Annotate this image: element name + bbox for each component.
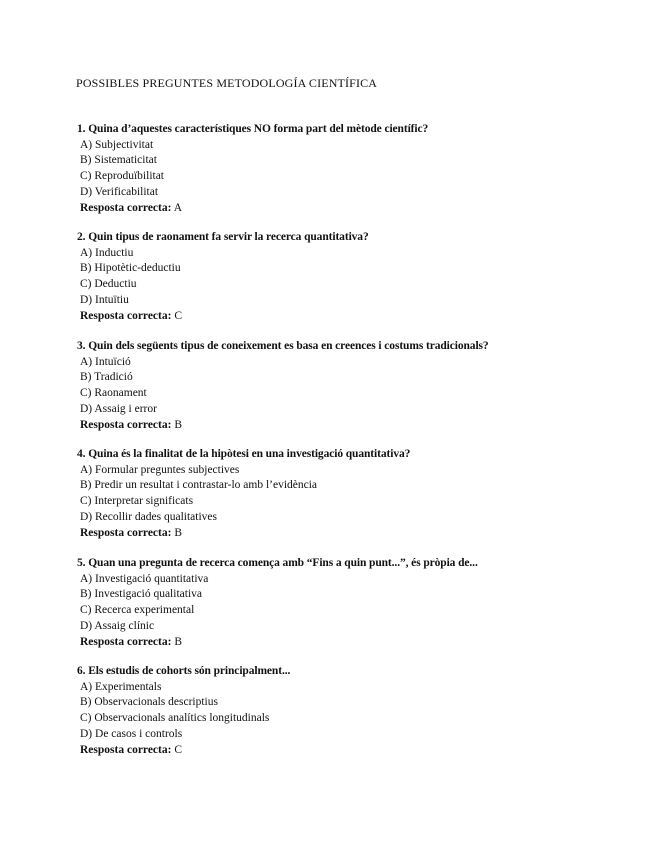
document-title: POSSIBLES PREGUNTES METODOLOGÍA CIENTÍFICA: [76, 76, 378, 90]
answer-value: C: [174, 309, 182, 322]
option-b: B) Investigació qualitativa: [80, 588, 202, 601]
answer-value: A: [173, 201, 182, 214]
option-d: D) De casos i controls: [80, 727, 183, 740]
option-a: A) Intuïció: [80, 355, 131, 368]
question-block: [77, 664, 637, 758]
answer-label: Resposta correcta:: [80, 743, 172, 756]
option-c: C) Recerca experimental: [80, 604, 195, 617]
option-d: D) Intuïtiu: [80, 293, 129, 306]
correct-answer: [77, 309, 637, 325]
option-a: A) Formular preguntes subjectives: [80, 463, 240, 476]
option-b: B) Sistematicitat: [80, 154, 157, 167]
option-d: D) Assaig i error: [80, 402, 157, 415]
option-b: B) Hipotètic-deductiu: [80, 262, 181, 275]
correct-answer: [77, 526, 637, 542]
question-text: 5. Quan una pregunta de recerca comença amb “Fins a quin punt...”, és pròpia de...: [77, 557, 478, 569]
option-a: A) Experimentals: [80, 680, 162, 693]
question-text: 6. Els estudis de cohorts són principalment...: [77, 665, 291, 677]
option-b: B) Observacionals descriptius: [80, 696, 218, 709]
question-text: 2. Quin tipus de raonament fa servir la recerca quantitativa?: [77, 231, 369, 243]
question-block: [77, 122, 637, 216]
correct-answer: [77, 418, 637, 434]
answer-value: B: [174, 418, 182, 431]
answer-label: Resposta correcta:: [80, 526, 172, 539]
option-c: C) Deductiu: [80, 278, 137, 291]
question-text: 1. Quina d’aquestes característiques NO forma part del mètode científic?: [77, 123, 429, 135]
option-c: C) Reproduïbilitat: [80, 170, 165, 183]
answer-label: Resposta correcta:: [80, 201, 172, 214]
question-block: [77, 339, 637, 433]
question-text: 4. Quina és la finalitat de la hipòtesi en una investigació quantitativa?: [77, 448, 411, 460]
option-b: B) Tradició: [80, 371, 133, 384]
option-a: A) Inductiu: [80, 246, 134, 259]
answer-value: B: [174, 635, 182, 648]
question-block: [77, 556, 637, 650]
answer-value: B: [174, 526, 182, 539]
answer-label: Resposta correcta:: [80, 418, 172, 431]
answer-label: Resposta correcta:: [80, 309, 172, 322]
correct-answer: [77, 743, 637, 759]
answer-value: C: [174, 743, 182, 756]
option-a: A) Subjectivitat: [80, 138, 154, 151]
option-c: C) Observacionals analítics longitudinals: [80, 712, 270, 725]
option-d: D) Assaig clínic: [80, 619, 155, 632]
question-text: 3. Quin dels següents tipus de coneixement es basa en creences i costums tradicionals?: [77, 340, 489, 352]
correct-answer: [77, 635, 637, 651]
option-a: A) Investigació quantitativa: [80, 572, 209, 585]
option-b: B) Predir un resultat i contrastar-lo amb l’evidència: [80, 479, 318, 492]
question-block: [77, 230, 637, 324]
question-block: [77, 447, 637, 541]
option-d: D) Verificabilitat: [80, 185, 159, 198]
option-d: D) Recollir dades qualitatives: [80, 510, 218, 523]
correct-answer: [77, 201, 637, 217]
option-c: C) Raonament: [80, 387, 147, 400]
option-c: C) Interpretar significats: [80, 495, 194, 508]
answer-label: Resposta correcta:: [80, 635, 172, 648]
